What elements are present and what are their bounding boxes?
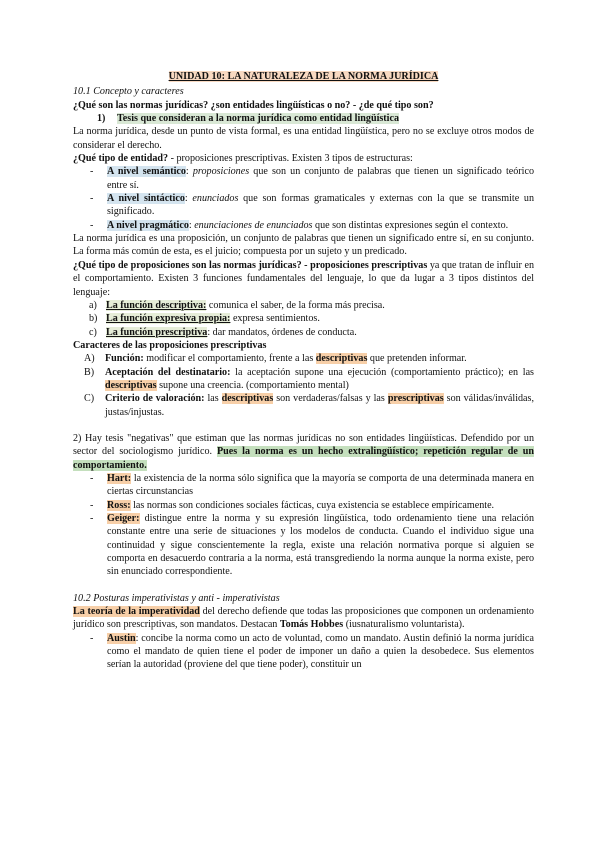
highlight-prescriptivas: prescriptivas [387, 393, 444, 405]
list-dash: - [90, 166, 94, 178]
highlight-descriptivas: descriptivas [221, 393, 274, 405]
extralinguistico-highlight: Pues la norma es un hecho extralingüístico; repetición regular de un comportamiento. [73, 446, 534, 471]
level-label: A nivel semántico [107, 166, 186, 178]
level-label: A nivel sintáctico [107, 193, 185, 205]
caracter-label: Criterio de valoración: [105, 393, 205, 405]
tesis-negativas-paragraph: 2) Hay tesis "negativas" que estiman que las normas jurídicas no son entidades lingüísticas. Defendido por un sector del sociologismo jurídico. Pues la norma es un hecho extralingüístico; repetición regular de un comportamiento. [73, 432, 534, 471]
document-title: UNIDAD 10: LA NATURALEZA DE LA NORMA JURÍDICA [168, 71, 439, 82]
tesis-heading [73, 112, 534, 125]
level-term: proposiciones [192, 166, 250, 178]
spacer [73, 419, 534, 432]
list-dash: - [90, 499, 94, 511]
list-dash: - [90, 632, 94, 644]
list-marker: A) [84, 353, 95, 365]
author-name: Geiger: [107, 513, 140, 524]
level-item-pragmatico: - A nivel pragmático: enunciaciones de enunciados que son distintas expresiones según el contexto. [73, 219, 534, 232]
section-question: ¿Qué son las normas jurídicas? ¿son entidades lingüísticas o no? - ¿de qué tipo son? [73, 99, 434, 111]
author-name: Ross: [107, 499, 131, 511]
proposicion-paragraph: La norma jurídica es una proposición, un conjunto de palabras que tienen un significado entre sí, en su conjunto. La forma más común de esta, es el juicio; compuesta por un sujeto y un predicado. [73, 233, 534, 258]
entidad-text: - proposiciones prescriptivas. Existen 3 tipos de estructuras: [168, 153, 413, 165]
author-name: Austin [107, 632, 136, 644]
caracter-label: Función: [105, 353, 144, 365]
highlight-descriptivas: descriptivas [105, 379, 157, 391]
list-dash: - [90, 513, 94, 524]
prescriptivas-question: ¿Qué tipo de proposiciones son las normas jurídicas? - proposiciones prescriptivas [73, 259, 428, 271]
entidad-paragraph [73, 152, 534, 165]
level-term: enunciaciones de enunciados [194, 219, 313, 231]
function-item-descriptiva: a) La función descriptiva: comunica el saber, de la forma más precisa. [73, 299, 534, 312]
caracter-item-aceptacion: B) Aceptación del destinatario: la aceptación supone una ejecución (comportamiento práctico); en las descriptivas supone una creencia. (comportamiento mental) [73, 366, 534, 393]
level-item-semantico: - A nivel semántico: proposiciones que son un conjunto de palabras que tienen un significado teórico entre sí. [73, 165, 534, 192]
caracter-label: Aceptación del destinatario: [105, 366, 231, 378]
entidad-question: ¿Qué tipo de entidad? [73, 153, 169, 165]
hobbes-name: Tomás Hobbes [279, 619, 344, 631]
section-heading-posturas: 10.2 Posturas imperativistas y anti - imperativistas [73, 592, 280, 604]
list-dash: - [90, 219, 94, 231]
highlight-descriptivas: descriptivas [315, 353, 368, 365]
caracter-item-criterio: C) Criterio de valoración: las descriptivas son verdaderas/falsas y las prescriptivas son válidas/inválidas, justas/injustas. [73, 392, 534, 419]
caracteres-heading: Caracteres de las proposiciones prescriptivas [73, 339, 267, 351]
caracter-item-funcion: A) Función: modificar el comportamiento, frente a las descriptivas que pretenden informar. [73, 352, 534, 365]
section-heading-concepto: 10.1 Concepto y caracteres [73, 86, 184, 98]
prescriptivas-paragraph: ¿Qué tipo de proposiciones son las normas jurídicas? - proposiciones prescriptivas ya que tratan de influir en el comportamiento. Existen 3 funciones fundamentales del lenguaje, lo que da lugar a 3 tipos distintos del lenguaje: [73, 259, 534, 298]
list-dash: - [90, 472, 94, 484]
tesis-label: Tesis que consideran a la norma jurídica como entidad lingüística [117, 113, 399, 125]
list-marker: c) [89, 326, 97, 338]
list-marker: C) [84, 393, 95, 405]
level-term: enunciados [192, 193, 239, 205]
author-item-hart: - Hart: la existencia de la norma sólo significa que la mayoría se comporta de una determinada manera en ciertas circunstancias [73, 472, 534, 499]
intro-paragraph: La norma jurídica, desde un punto de vista formal, es una entidad lingüística, pero no se excluye otros modos de considerar el derecho. [73, 126, 534, 151]
function-item-expresiva: b) La función expresiva propia: expresa sentimientos. [73, 312, 534, 325]
spacer [73, 579, 534, 592]
function-label: La función prescriptiva [106, 326, 208, 338]
function-item-prescriptiva: c) La función prescriptiva: dar mandatos, órdenes de conducta. [73, 326, 534, 339]
author-item-austin: - Austin: concibe la norma como un acto de voluntad, como un mandato. Austin definió la norma jurídica como el mandato de quien tiene el poder de imponer un daño a quien la desobedece. Sus elementos serían la autoridad (proviene del que tiene poder), constituir un [73, 632, 534, 672]
list-marker: a) [89, 299, 97, 311]
level-item-sintactico: - A nivel sintáctico: enunciados que son formas gramaticales y externas con la que se transmite un significado. [73, 192, 534, 219]
author-name: Hart: [107, 472, 132, 484]
imperatividad-highlight: La teoría de la imperatividad [73, 606, 200, 618]
author-item-ross: - Ross: las normas son condiciones sociales fácticas, cuya existencia se establece empíricamente. [73, 499, 534, 512]
function-label: La función expresiva propia: [106, 313, 231, 325]
author-item-geiger: - Geiger: distingue entre la norma y su expresión lingüística, todo ordenamiento tiene una relación constante entre una serie de situaciones y los modelos de conducta. Cuando el individuo sigue una continuidad y sigue conscientemente la regla, existe una relación normativa porque si alguien se comporta en desacuerdo contraria a la norma, está transgrediendo la norma aunque la norma existe, pero sin enunciado correspondiente. [73, 512, 534, 579]
tesis-number: 1) [97, 113, 106, 125]
function-label: La función descriptiva: [106, 299, 207, 311]
list-dash: - [90, 193, 94, 205]
level-label: A nivel pragmático [107, 219, 189, 231]
list-marker: B) [84, 366, 95, 378]
imperatividad-paragraph: La teoría de la imperatividad del derecho defiende que todas las proposiciones que componen un ordenamiento jurídico son prescriptivas, son mandatos. Destacan Tomás Hobbes (iusnaturalismo voluntarista). [73, 606, 534, 631]
list-marker: b) [89, 313, 98, 325]
